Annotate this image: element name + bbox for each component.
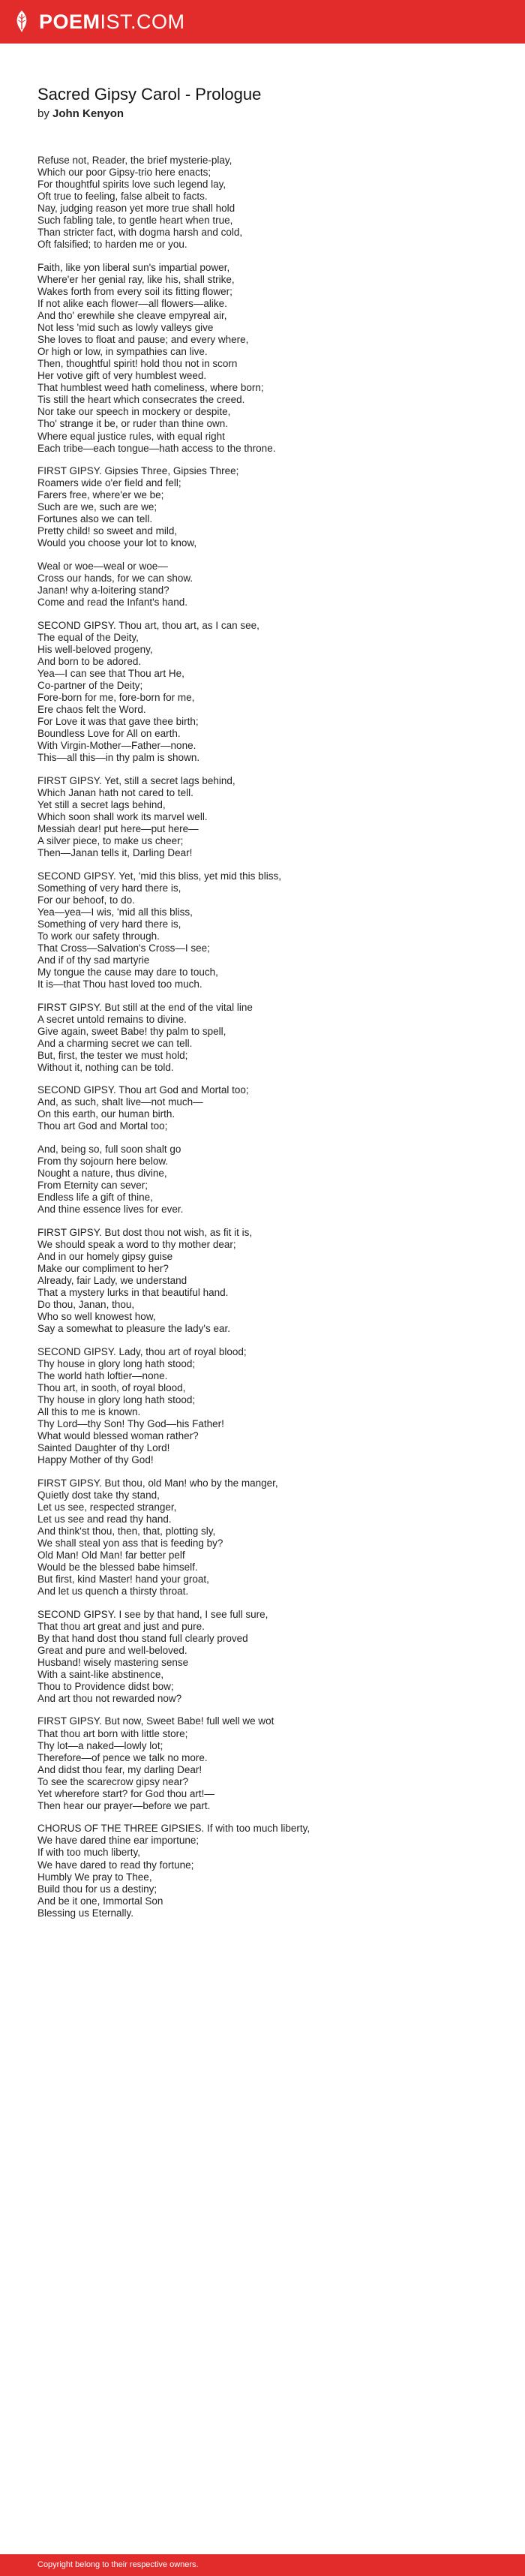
stanza [38, 561, 488, 609]
poem-line: And be it one, Immortal Son [38, 1895, 164, 1907]
byline-prefix: by [38, 107, 50, 120]
site-name-bold: POEM [39, 10, 100, 33]
poem-line: Would be the blessed babe himself. [38, 1561, 198, 1573]
poem-line: Happy Mother of thy God! [38, 1454, 154, 1466]
poem-line: Nought a nature, thus divine, [38, 1168, 167, 1180]
poem-line: But, first, the tester we must hold; [38, 1049, 188, 1061]
poem-line: Yea—I can see that Thou art He, [38, 667, 184, 679]
poem-line: It is—that Thou hast loved too much. [38, 978, 202, 990]
poem-line: Cross our hands, for we can show. [38, 573, 194, 584]
poem-line: And a charming secret we can tell. [38, 1037, 193, 1049]
poem-line: Messiah dear! put here—put here— [38, 822, 199, 834]
poem-line: For our behoof, to do. [38, 894, 135, 906]
poem-line: Quietly dost take thy stand, [38, 1489, 160, 1501]
poem-line: All this to me is known. [38, 1405, 141, 1417]
poem-line: And in our homely gipsy guise [38, 1250, 173, 1262]
poem-line: Thou art, in sooth, of royal blood, [38, 1381, 186, 1393]
stanza [38, 1227, 488, 1335]
poem-line: We should speak a word to thy mother dear; [38, 1238, 236, 1250]
poem-line: FIRST GIPSY. But still at the end of the vital line [38, 1001, 253, 1013]
poem-line: Nay, judging reason yet more true shall hold [38, 203, 236, 215]
poem-line: That a mystery lurks in that beautiful hand. [38, 1286, 229, 1298]
poem-line: Pretty child! so sweet and mild, [38, 525, 178, 537]
stanza [38, 870, 488, 990]
stanza [38, 1477, 488, 1598]
poem-line: Endless life a gift of thine, [38, 1192, 153, 1204]
poem-line: A secret untold remains to divine. [38, 1013, 187, 1025]
poem-line: Refuse not, Reader, the brief mysterie-play, [38, 155, 232, 166]
byline [38, 107, 488, 122]
poem-line: Such fabling tale, to gentle heart when true, [38, 215, 233, 227]
poem-line: Therefore—of pence we talk no more. [38, 1751, 208, 1763]
poem-line: If not alike each flower—all flowers—alike. [38, 298, 227, 310]
poem-line: We shall steal yon ass that is feeding by? [38, 1537, 224, 1549]
poem-line: SECOND GIPSY. Yet, 'mid this bliss, yet mid this bliss, [38, 870, 281, 882]
poem-line: Say a somewhat to pleasure the lady's ear. [38, 1323, 230, 1335]
poem-line: Where'er her genial ray, like his, shall strike, [38, 273, 235, 285]
poem-line: Then—Janan tells it, Darling Dear! [38, 846, 193, 858]
poem-line: Build thou for us a destiny; [38, 1883, 158, 1895]
poem-line: Tho' strange it be, or ruder than thine own. [38, 418, 228, 430]
poem-line: Thy house in glory long hath stood; [38, 1393, 196, 1405]
poem-line: FIRST GIPSY. Gipsies Three, Gipsies Three; [38, 465, 239, 477]
poem-line: Let us see and read thy hand. [38, 1513, 172, 1525]
poem-line: What would blessed woman rather? [38, 1430, 199, 1441]
poem-line: Nor take our speech in mockery or despite, [38, 406, 231, 418]
poem-line: Then hear our prayer—before we part. [38, 1799, 211, 1811]
poem-line: But first, kind Master! hand your groat, [38, 1574, 209, 1586]
stanza [38, 155, 488, 251]
poem-line: That thou art great and just and pure. [38, 1620, 205, 1632]
poem-line: CHORUS OF THE THREE GIPSIES. If with too much liberty, [38, 1823, 310, 1835]
poem-line: Fore-born for me, fore-born for me, [38, 691, 195, 703]
footer-bar [0, 2554, 525, 2576]
stanza [38, 1823, 488, 1919]
top-header-bar [0, 0, 525, 44]
poem-line: His well-beloved progeny, [38, 643, 153, 655]
poem-line: And, as such, shalt live—not much— [38, 1096, 203, 1108]
poem-line: Then, thoughtful spirit! hold thou not in scorn [38, 358, 238, 370]
poem-line: Let us see, respected stranger, [38, 1501, 177, 1513]
stanza [38, 1715, 488, 1811]
poem-line: The world hath loftier—none. [38, 1369, 168, 1381]
poem-line: FIRST GIPSY. Yet, still a secret lags behind, [38, 774, 236, 786]
poem-line: With Virgin-Mother—Father—none. [38, 740, 196, 752]
poem-line: Thou to Providence didst bow; [38, 1680, 174, 1692]
poem-line: Thy lot—a naked—lowly lot; [38, 1739, 164, 1751]
poem-line: Without it, nothing can be told. [38, 1061, 174, 1073]
poem-line: To work our safety through. [38, 930, 160, 942]
poem-line: From Eternity can sever; [38, 1180, 148, 1192]
poem-line: SECOND GIPSY. Thou art God and Mortal too; [38, 1084, 249, 1096]
poem-title: Sacred Gipsy Carol - Prologue [38, 85, 262, 104]
poem-line: A silver piece, to make us cheer; [38, 834, 184, 846]
stanza [38, 1346, 488, 1466]
poem-line: FIRST GIPSY. But thou, old Man! who by the manger, [38, 1477, 278, 1489]
poem-line: And think'st thou, then, that, plotting sly, [38, 1525, 216, 1537]
poem-line: Husband! wisely mastering sense [38, 1656, 189, 1668]
poem-line: Not less 'mid such as lowly valleys give [38, 322, 214, 334]
poem-line: Sainted Daughter of thy Lord! [38, 1442, 170, 1454]
stanza [38, 620, 488, 765]
poem-line: And if of thy sad martyrie [38, 954, 150, 966]
poem-line: Blessing us Eternally. [38, 1907, 134, 1919]
poem-line: The equal of the Deity, [38, 631, 139, 643]
poem-line: Something of very hard there is, [38, 882, 182, 894]
poem-line: For thoughtful spirits love such legend lay, [38, 179, 226, 191]
poem-line: Co-partner of the Deity; [38, 679, 143, 691]
poem-line: By that hand dost thou stand full clearly proved [38, 1632, 248, 1644]
poem-line: And, being so, full soon shalt go [38, 1143, 182, 1155]
poem-line: Thou art God and Mortal too; [38, 1120, 168, 1132]
poem-line: Yea—yea—I wis, 'mid all this bliss, [38, 906, 193, 918]
poem-line: And born to be adored. [38, 655, 142, 667]
poem-line: With a saint-like abstinence, [38, 1668, 164, 1680]
poem-line: Would you choose your lot to know, [38, 537, 197, 549]
poem-line: She loves to float and pause; and every where, [38, 334, 249, 346]
poem-line: Roamers wide o'er field and fell; [38, 477, 182, 489]
site-logo[interactable] [9, 9, 185, 35]
stanza [38, 262, 488, 455]
stanza [38, 775, 488, 859]
poem-line: Do thou, Janan, thou, [38, 1299, 135, 1311]
poem-line: Faith, like yon liberal sun's impartial power, [38, 261, 230, 273]
poem-line: Which Janan hath not cared to tell. [38, 786, 194, 798]
stanza [38, 1609, 488, 1705]
poem-line: Than stricter fact, with dogma harsh and cold, [38, 227, 243, 239]
poem-line: Tis still the heart which consecrates the creed. [38, 394, 245, 406]
quill-icon [9, 9, 34, 35]
poem-line: On this earth, our human birth. [38, 1108, 176, 1120]
poem-line: If with too much liberty, [38, 1847, 141, 1859]
poem-line: Make our compliment to her? [38, 1262, 169, 1274]
poem-body [38, 155, 488, 1919]
poem-line: Which soon shall work its marvel well. [38, 810, 208, 822]
site-name-light: IST.COM [100, 10, 185, 33]
poem-line: Yet wherefore start? for God thou art!— [38, 1787, 214, 1799]
poem-line: Humbly We pray to Thee, [38, 1871, 152, 1883]
poem-line: Or high or low, in sympathies can live. [38, 346, 208, 358]
poem-line: SECOND GIPSY. Lady, thou art of royal blood; [38, 1345, 247, 1357]
poem-line: From thy sojourn here below. [38, 1156, 169, 1168]
poem-line: Something of very hard there is, [38, 918, 182, 930]
poem-line: Ere chaos felt the Word. [38, 703, 146, 715]
stanza [38, 1144, 488, 1216]
poem-line: And let us quench a thirsty throat. [38, 1586, 189, 1598]
poem-line: And art thou not rewarded now? [38, 1692, 182, 1704]
poem-line: Yet still a secret lags behind, [38, 798, 166, 810]
poem-line: And thine essence lives for ever. [38, 1204, 184, 1216]
poem-line: FIRST GIPSY. But now, Sweet Babe! full well we wot [38, 1715, 274, 1727]
poem-line: This—all this—in thy palm is shown. [38, 752, 200, 764]
poem-line: Already, fair Lady, we understand [38, 1274, 188, 1286]
poem-line: Who so well knowest how, [38, 1311, 156, 1323]
poem-line: Fortunes also we can tell. [38, 513, 153, 525]
poem-line: Thy house in glory long hath stood; [38, 1357, 196, 1369]
stanza [38, 1002, 488, 1074]
stanza [38, 465, 488, 549]
poem-line: Great and pure and well-beloved. [38, 1644, 188, 1656]
poem-line: SECOND GIPSY. Thou art, thou art, as I can see, [38, 619, 260, 631]
poem-line: Janan! why a-loitering stand? [38, 585, 170, 597]
poem-line: Which our poor Gipsy-trio here enacts; [38, 167, 212, 179]
poem-line: Give again, sweet Babe! thy palm to spell, [38, 1025, 226, 1037]
poem-content [38, 84, 488, 1930]
poem-line: Each tribe—each tongue—hath access to the throne. [38, 442, 276, 454]
site-name [39, 11, 185, 34]
stanza [38, 1084, 488, 1132]
poem-line: That Cross—Salvation's Cross—I see; [38, 942, 210, 954]
poem-line: And didst thou fear, my darling Dear! [38, 1763, 202, 1775]
poem-line: Oft falsified; to harden me or you. [38, 239, 188, 251]
poem-line: Old Man! Old Man! far better pelf [38, 1549, 185, 1561]
copyright-notice: Copyright belong to their respective owners. [38, 2560, 199, 2569]
poem-line: That thou art born with little store; [38, 1727, 188, 1739]
poem-line: Where equal justice rules, with equal right [38, 430, 225, 442]
poem-line: Boundless Love for All on earth. [38, 728, 181, 740]
poem-line: We have dared to read thy fortune; [38, 1859, 194, 1871]
poem-line: Her votive gift of very humblest weed. [38, 370, 207, 382]
poem-line: FIRST GIPSY. But dost thou not wish, as fit it is, [38, 1226, 253, 1238]
poem-line: Such are we, such are we; [38, 501, 158, 513]
poem-line: My tongue the cause may dare to touch, [38, 966, 218, 978]
poem-line: We have dared thine ear importune; [38, 1835, 200, 1847]
poem-line: Weal or woe—weal or woe— [38, 560, 168, 572]
poem-line: SECOND GIPSY. I see by that hand, I see full sure, [38, 1608, 268, 1620]
poem-line: That humblest weed hath comeliness, where born; [38, 382, 264, 394]
poem-line: To see the scarecrow gipsy near? [38, 1775, 189, 1787]
poem-line: Wakes forth from every soil its fitting flower; [38, 285, 232, 297]
poem-line: And tho' erewhile she cleave empyreal air, [38, 310, 227, 322]
author-link[interactable]: John Kenyon [52, 107, 124, 120]
poem-line: Oft true to feeling, false albeit to facts. [38, 191, 208, 203]
poem-line: Come and read the Infant's hand. [38, 597, 188, 609]
poem-line: Thy Lord—thy Son! Thy God—his Father! [38, 1417, 224, 1429]
poem-line: Farers free, where'er we be; [38, 489, 164, 501]
poem-line: For Love it was that gave thee birth; [38, 716, 199, 728]
